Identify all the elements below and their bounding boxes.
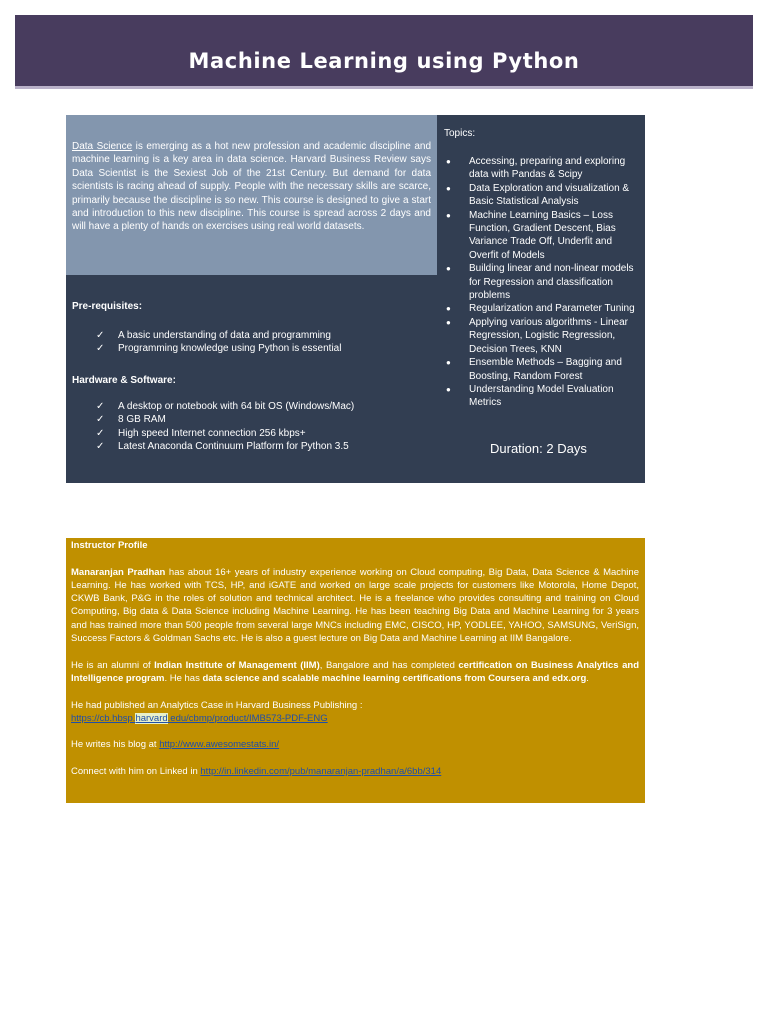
case-link[interactable]: https://cb.hbsp.harvard.edu/cbmp/product/IMB573-PDF-ENG: [71, 712, 328, 724]
instructor-profile: [66, 538, 645, 803]
check-icon: ✓: [96, 330, 105, 341]
profile-linkedin: Connect with him on Linked in http://in.linkedin.com/pub/manaranjan-pradhan/a/6bb/314: [71, 766, 442, 778]
page-title: Machine Learning using Python: [188, 49, 580, 73]
instructor-name: Manaranjan Pradhan: [71, 566, 166, 578]
profile-bio: Manaranjan Pradhan has about 16+ years of industry experience working on Cloud computing, Big Data, Data Science & Machine Learning. He has worked with TCS, HP, and iGATE and worked on large scale projects for customers like Motorola, Home Depot, CKWB Bank, P&G in the roles of solution and technical architect. He is a freelance who provides consulting and training on Cloud Computing, Big data & Data Science including Machine Learning. He has been teaching Big Data and Machine Learning for 3 years and has trained more than 500 people from several large MNCs including EMC, CISCO, HP, YODLEE, YAHOO, SAMSUNG, VeriSign, Success Factors & Goldman Sachs etc. He is also a guest lecture on Big Data and Machine Learning at IIM Bangalore.: [71, 566, 639, 645]
bullet-icon: ●: [446, 157, 451, 166]
bullet-icon: ●: [446, 384, 451, 394]
bullet-icon: ●: [446, 183, 451, 193]
profile-title: Instructor Profile: [71, 540, 148, 551]
topics-title: Topics:: [444, 128, 476, 139]
bullet-icon: ●: [446, 358, 451, 368]
list-item: ✓ Latest Anaconda Continuum Platform for Python 3.5: [96, 441, 349, 453]
profile-case: He had published an Analytics Case in Harvard Business Publishing : https://cb.hbsp.harvard.edu/cbmp/product/IMB573-PDF-ENG: [71, 699, 363, 724]
list-item: ● Understanding Model Evaluation Metrics: [446, 383, 614, 409]
check-icon: ✓: [96, 401, 105, 412]
list-item: ● Machine Learning Basics – Loss Function, Gradient Descent, Bias Variance Trade Off, Underfit and Overfit of Models: [446, 209, 616, 261]
bullet-icon: ●: [446, 304, 451, 314]
prerequisites-title: Pre-requisites:: [72, 301, 143, 312]
linkedin-link[interactable]: http://in.linkedin.com/pub/manaranjan-pradhan/a/6bb/314: [200, 766, 442, 778]
check-icon: ✓: [96, 414, 105, 426]
requirements-panel: [66, 275, 437, 483]
intro-text: is emerging as a hot new profession and academic discipline and machine learning is a key area in data science. Harvard Business Review says Data Scientist is the Sexiest Job of the 21st Century. But demand for data scientists is racing ahead of supply. People with the necessary skills are scarce, primarily because the discipline is so new. This course is designed to give a start and introduction to this new discipline. This course is spread across 2 days and will have a plenty of hands on exercises using real world datasets.: [72, 141, 431, 233]
check-icon: ✓: [96, 441, 105, 453]
list-item: ● Ensemble Methods – Bagging and Boosting, Random Forest: [446, 357, 622, 382]
list-item: ✓ A desktop or notebook with 64 bit OS (Windows/Mac): [96, 401, 355, 412]
bullet-icon: ●: [446, 264, 451, 274]
list-item: ● Building linear and non-linear models for Regression and classification problems: [446, 263, 634, 302]
check-icon: ✓: [96, 427, 105, 439]
list-item: ● Applying various algorithms - Linear Regression, Logistic Regression, Decision Trees, KNN: [446, 316, 628, 355]
list-item: ✓ High speed Internet connection 256 kbps+: [96, 427, 306, 439]
hardware-list: [96, 400, 354, 454]
prerequisites-list: [96, 329, 341, 356]
bullet-icon: ●: [446, 317, 451, 327]
profile-blog: He writes his blog at http://www.awesomestats.in/: [71, 739, 280, 751]
list-item: ✓ Programming knowledge using Python is essential: [96, 343, 342, 355]
title-banner: [15, 15, 753, 89]
bullet-icon: ●: [446, 210, 451, 220]
intro-panel: [66, 115, 437, 275]
list-item: ● Accessing, preparing and exploring data with Pandas & Scipy: [446, 156, 626, 181]
list-item: ● Data Exploration and visualization & Basic Statistical Analysis: [446, 182, 630, 208]
list-item: ✓ A basic understanding of data and programming: [96, 330, 331, 341]
topics-list: [443, 155, 641, 410]
duration-label: Duration: 2 Days: [490, 441, 587, 456]
data-science-lead: Data Science: [72, 141, 133, 152]
hardware-title: Hardware & Software:: [72, 375, 176, 386]
list-item: ✓ 8 GB RAM: [96, 414, 166, 426]
list-item: ● Regularization and Parameter Tuning: [446, 303, 635, 315]
topics-panel: [437, 115, 645, 483]
blog-link[interactable]: http://www.awesomestats.in/: [159, 739, 280, 751]
profile-alumni: He is an alumni of Indian Institute of Management (IIM), Bangalore and has completed certification on Business Analytics and Intelligence program. He has data science and scalable machine learning certifications from Coursera and edx.org.: [71, 659, 639, 684]
check-icon: ✓: [96, 343, 105, 355]
